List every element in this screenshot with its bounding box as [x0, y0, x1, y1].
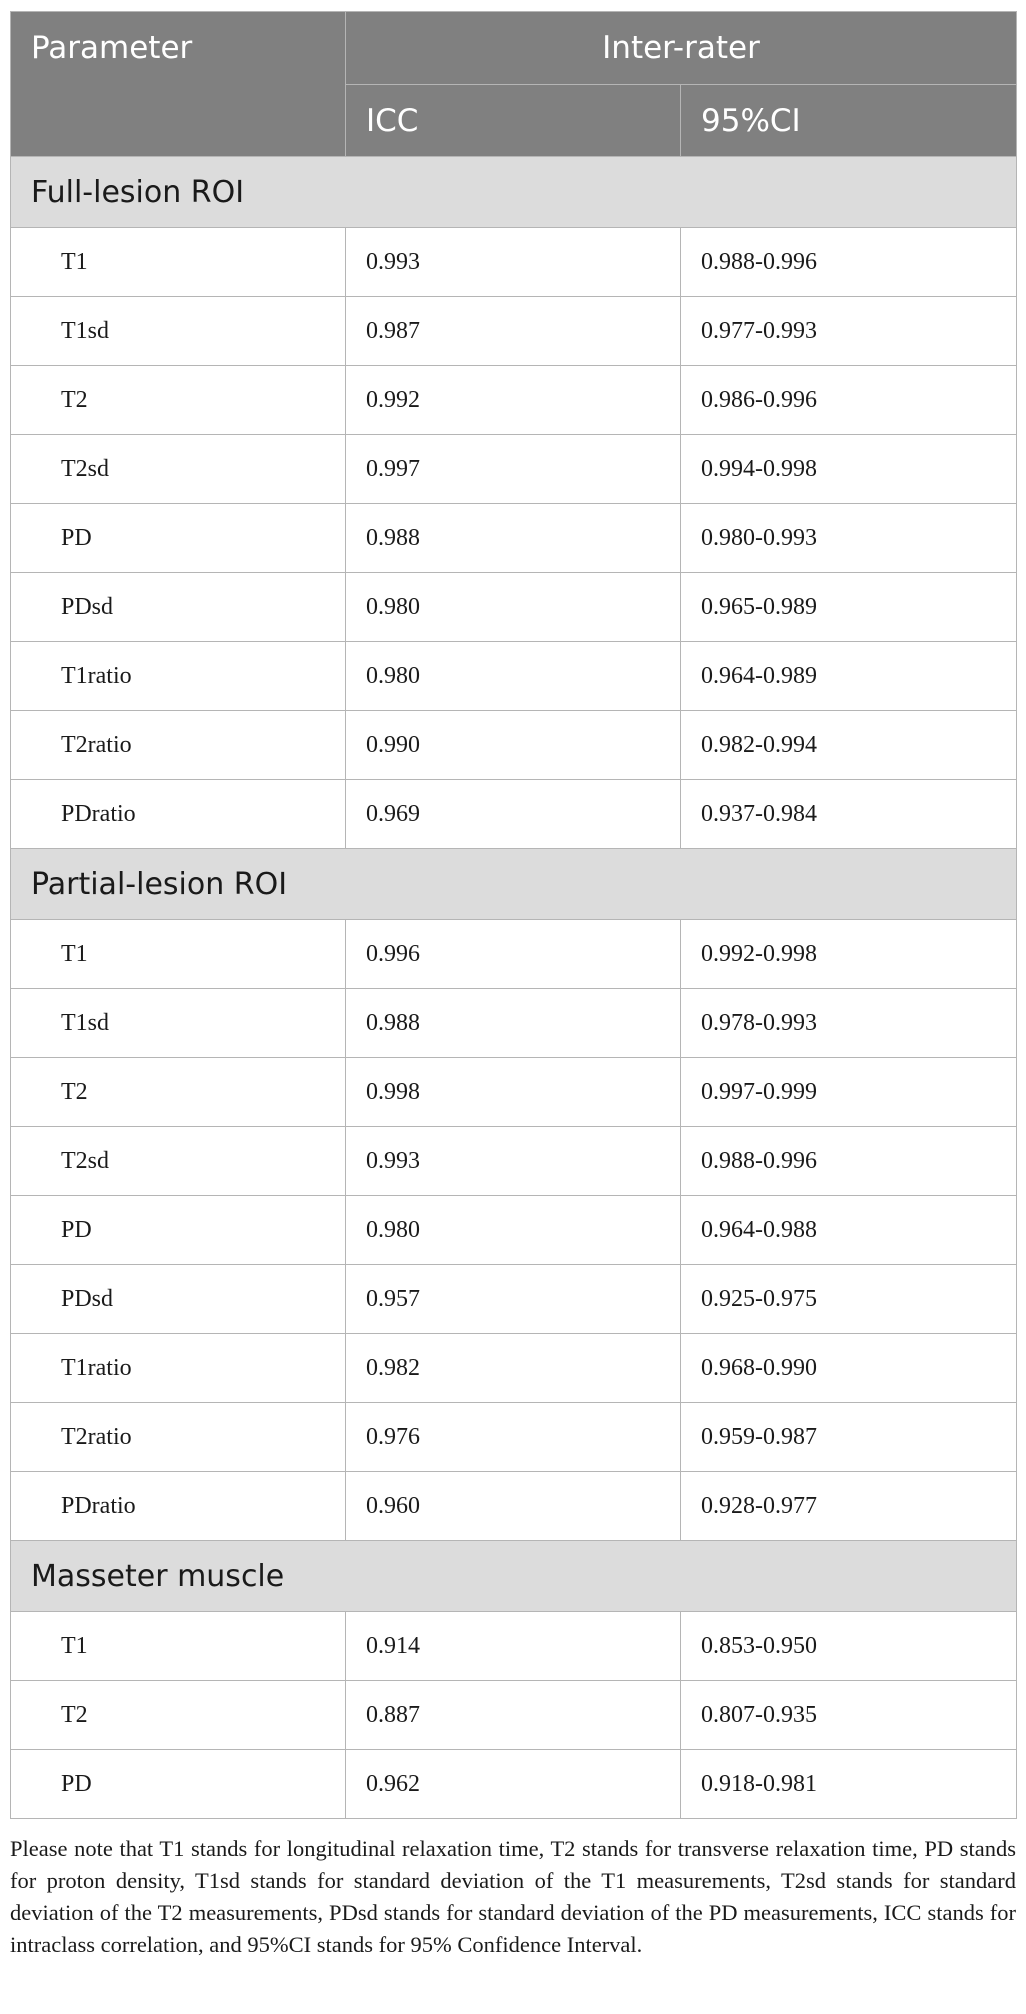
cell-ci: 0.968-0.990 [681, 1334, 1017, 1403]
section-title: Masseter muscle [11, 1541, 1017, 1612]
cell-ci: 0.937-0.984 [681, 780, 1017, 849]
cell-parameter: T1sd [11, 297, 346, 366]
section-row [11, 1541, 1017, 1612]
table-row [11, 504, 1017, 573]
cell-icc: 0.980 [346, 642, 681, 711]
cell-parameter: T1 [11, 920, 346, 989]
cell-parameter: PDsd [11, 1265, 346, 1334]
cell-ci: 0.977-0.993 [681, 297, 1017, 366]
table-row [11, 1127, 1017, 1196]
cell-icc: 0.998 [346, 1058, 681, 1127]
cell-icc: 0.980 [346, 1196, 681, 1265]
section-title: Full-lesion ROI [11, 157, 1017, 228]
cell-parameter: T2ratio [11, 1403, 346, 1472]
cell-icc: 0.887 [346, 1681, 681, 1750]
document-page [10, 11, 1016, 1984]
cell-ci: 0.988-0.996 [681, 228, 1017, 297]
header-icc: ICC [346, 85, 681, 157]
cell-parameter: T2 [11, 1058, 346, 1127]
header-parameter: Parameter [11, 12, 346, 157]
cell-parameter: T2 [11, 366, 346, 435]
table-row [11, 711, 1017, 780]
cell-parameter: T1 [11, 1612, 346, 1681]
cell-parameter: T1ratio [11, 1334, 346, 1403]
cell-icc: 0.990 [346, 711, 681, 780]
cell-ci: 0.997-0.999 [681, 1058, 1017, 1127]
cell-icc: 0.982 [346, 1334, 681, 1403]
cell-icc: 0.969 [346, 780, 681, 849]
table-row [11, 1265, 1017, 1334]
cell-ci: 0.807-0.935 [681, 1681, 1017, 1750]
table-row [11, 1750, 1017, 1819]
cell-ci: 0.988-0.996 [681, 1127, 1017, 1196]
table-row [11, 1058, 1017, 1127]
section-row [11, 157, 1017, 228]
table-row [11, 1472, 1017, 1541]
cell-parameter: T1 [11, 228, 346, 297]
cell-ci: 0.978-0.993 [681, 989, 1017, 1058]
icc-table [10, 11, 1017, 1819]
table-row [11, 920, 1017, 989]
header-ci: 95%CI [681, 85, 1017, 157]
cell-icc: 0.957 [346, 1265, 681, 1334]
table-row [11, 366, 1017, 435]
cell-parameter: T1ratio [11, 642, 346, 711]
cell-ci: 0.964-0.989 [681, 642, 1017, 711]
section-row [11, 849, 1017, 920]
cell-icc: 0.960 [346, 1472, 681, 1541]
cell-ci: 0.986-0.996 [681, 366, 1017, 435]
cell-icc: 0.992 [346, 366, 681, 435]
cell-icc: 0.993 [346, 228, 681, 297]
header-row-top [11, 12, 1017, 85]
table-row [11, 1612, 1017, 1681]
table-row [11, 573, 1017, 642]
cell-icc: 0.987 [346, 297, 681, 366]
cell-ci: 0.853-0.950 [681, 1612, 1017, 1681]
cell-parameter: PDratio [11, 780, 346, 849]
cell-parameter: PD [11, 1750, 346, 1819]
cell-icc: 0.980 [346, 573, 681, 642]
table-row [11, 228, 1017, 297]
cell-icc: 0.914 [346, 1612, 681, 1681]
cell-parameter: PDsd [11, 573, 346, 642]
cell-ci: 0.959-0.987 [681, 1403, 1017, 1472]
cell-parameter: PD [11, 504, 346, 573]
cell-parameter: T1sd [11, 989, 346, 1058]
cell-icc: 0.988 [346, 504, 681, 573]
table-row [11, 1403, 1017, 1472]
cell-ci: 0.918-0.981 [681, 1750, 1017, 1819]
cell-ci: 0.982-0.994 [681, 711, 1017, 780]
table-header [11, 12, 1017, 157]
section-title: Partial-lesion ROI [11, 849, 1017, 920]
table-row [11, 1196, 1017, 1265]
cell-icc: 0.996 [346, 920, 681, 989]
cell-ci: 0.980-0.993 [681, 504, 1017, 573]
table-row [11, 1334, 1017, 1403]
cell-parameter: PDratio [11, 1472, 346, 1541]
table-row [11, 989, 1017, 1058]
cell-parameter: T2sd [11, 1127, 346, 1196]
cell-icc: 0.997 [346, 435, 681, 504]
cell-ci: 0.928-0.977 [681, 1472, 1017, 1541]
cell-parameter: T2 [11, 1681, 346, 1750]
table-row [11, 1681, 1017, 1750]
cell-parameter: PD [11, 1196, 346, 1265]
cell-ci: 0.964-0.988 [681, 1196, 1017, 1265]
table-row [11, 297, 1017, 366]
header-inter-rater: Inter-rater [346, 12, 1017, 85]
cell-icc: 0.976 [346, 1403, 681, 1472]
cell-parameter: T2sd [11, 435, 346, 504]
cell-parameter: T2ratio [11, 711, 346, 780]
cell-ci: 0.994-0.998 [681, 435, 1017, 504]
cell-ci: 0.992-0.998 [681, 920, 1017, 989]
table-row [11, 780, 1017, 849]
table-body [11, 157, 1017, 1819]
table-row [11, 435, 1017, 504]
table-footnote: Please note that T1 stands for longitudinal relaxation time, T2 stands for transverse relaxation time, PD stands for proton density, T1sd stands for standard deviation of the T1 measurements, T2sd stands for standard deviation of the T2 measurements, PDsd stands for standard deviation of the PD measurements, ICC stands for intraclass correlation, and 95%CI stands for 95% Confidence Interval. [10, 1836, 1016, 1957]
cell-ci: 0.925-0.975 [681, 1265, 1017, 1334]
cell-ci: 0.965-0.989 [681, 573, 1017, 642]
cell-icc: 0.993 [346, 1127, 681, 1196]
cell-icc: 0.988 [346, 989, 681, 1058]
cell-icc: 0.962 [346, 1750, 681, 1819]
table-row [11, 642, 1017, 711]
